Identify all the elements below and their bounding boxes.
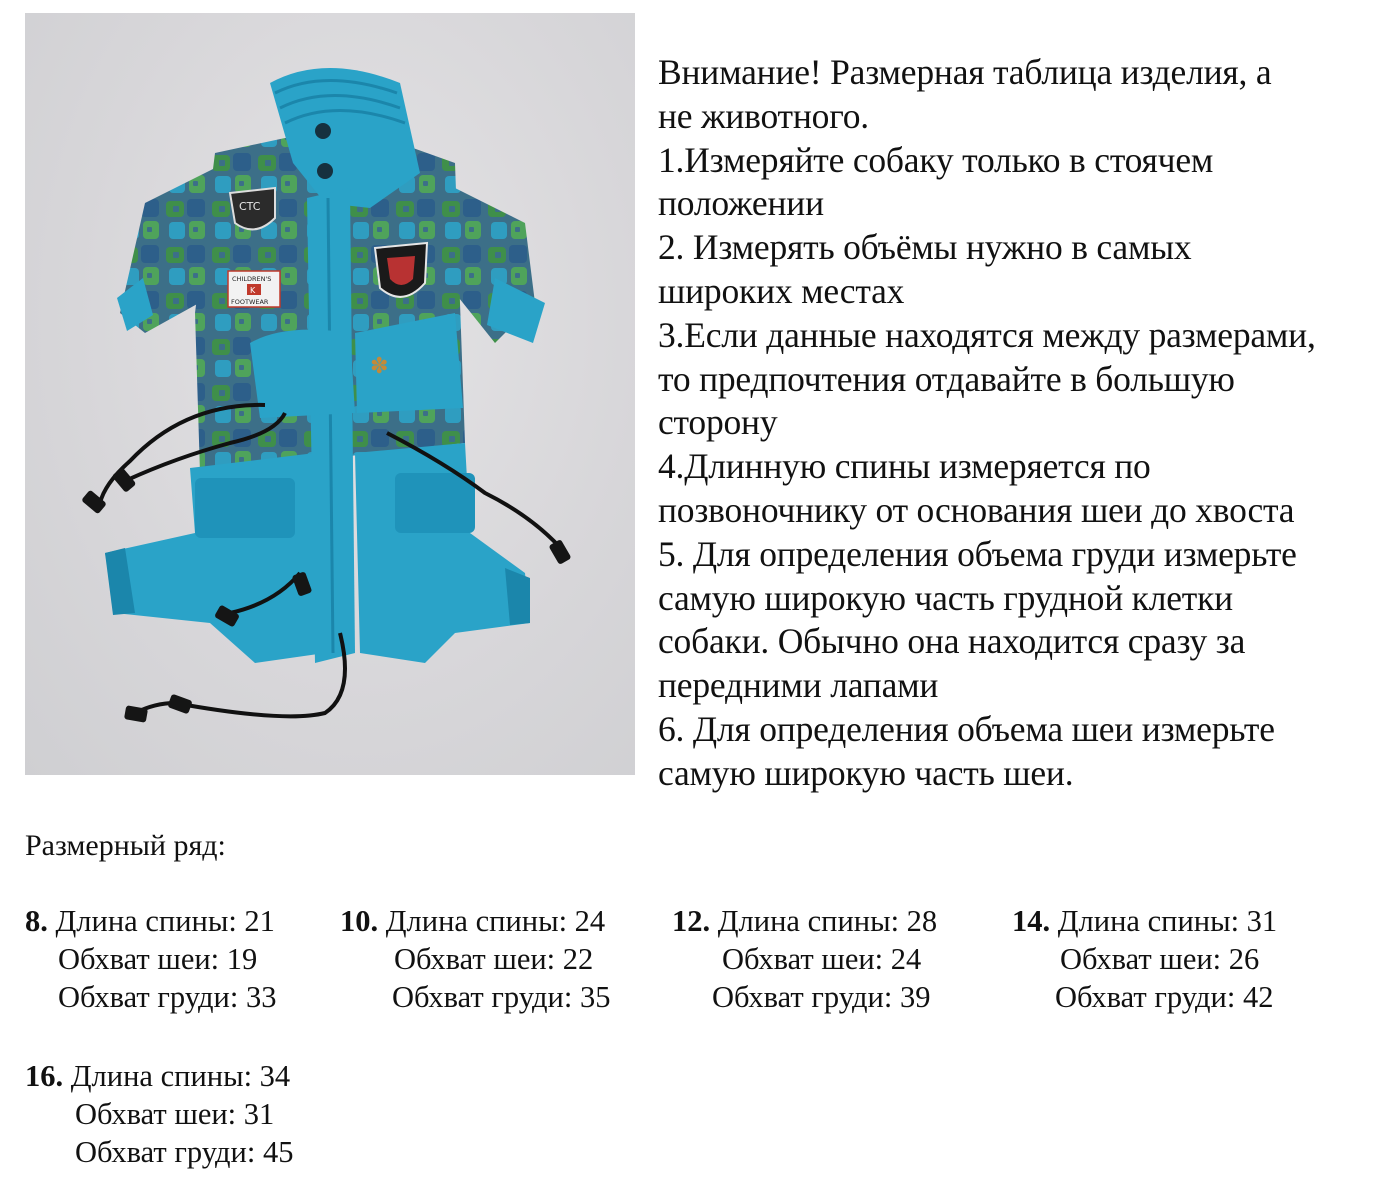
snap-button xyxy=(317,163,333,179)
size-number: 12. xyxy=(672,904,711,938)
size-number: 14. xyxy=(1012,904,1051,938)
instruction-line: самую широкую часть грудной клетки xyxy=(658,577,1233,618)
instruction-line: 4.Длинную спины измеряется по xyxy=(658,446,1151,487)
size-number: 10. xyxy=(340,904,379,938)
instruction-line: Внимание! Размерная таблица изделия, а xyxy=(658,52,1272,92)
instruction-line: 6. Для определения объема шеи измерьте xyxy=(658,708,1275,749)
instruction-line: собаки. Обычно она находится сразу за xyxy=(658,621,1246,662)
chest-girth: Обхват груди: 35 xyxy=(392,980,611,1014)
right-pocket xyxy=(395,473,475,533)
instruction-line: передними лапами xyxy=(658,665,939,706)
size-entry-8 xyxy=(25,902,276,1016)
instruction-line: позвоночнику от основания шеи до хвоста xyxy=(658,489,1295,530)
back-length: Длина спины: 28 xyxy=(717,904,938,938)
product-photo xyxy=(25,13,635,775)
size-number: 16. xyxy=(25,1059,64,1093)
instruction-line: 5. Для определения объема груди измерьте xyxy=(658,533,1297,574)
instruction-line: 2. Измерять объёмы нужно в самых xyxy=(658,227,1192,268)
sizing-instructions xyxy=(658,51,1393,796)
svg-text:K: K xyxy=(250,286,256,295)
instruction-line: положении xyxy=(658,183,824,224)
instruction-line: широких местах xyxy=(658,270,905,311)
svg-text:CHILDREN'S: CHILDREN'S xyxy=(232,275,272,283)
shield-badge-left xyxy=(230,188,275,229)
instruction-line: не животного. xyxy=(658,95,869,136)
neck-girth: Обхват шеи: 26 xyxy=(1060,942,1260,976)
chest-girth: Обхват груди: 33 xyxy=(58,980,277,1014)
shield-badge-right xyxy=(375,243,427,297)
snap-button xyxy=(315,123,331,139)
chest-girth: Обхват груди: 39 xyxy=(712,980,931,1014)
instruction-line: сторону xyxy=(658,402,778,443)
neck-girth: Обхват шеи: 31 xyxy=(75,1097,275,1131)
back-length: Длина спины: 34 xyxy=(70,1059,291,1093)
left-pocket xyxy=(195,478,295,538)
children-footwear-tag xyxy=(228,271,280,307)
size-entry-12 xyxy=(672,902,937,1016)
instruction-line: 1.Измеряйте собаку только в стоячем xyxy=(658,139,1214,180)
neck-girth: Обхват шеи: 22 xyxy=(394,942,594,976)
dog-jumpsuit-illustration xyxy=(25,13,635,775)
chest-girth: Обхват груди: 45 xyxy=(75,1135,294,1169)
svg-text:✽: ✽ xyxy=(370,354,389,379)
neck-girth: Обхват шеи: 24 xyxy=(722,942,922,976)
svg-text:CTC: CTC xyxy=(239,200,261,213)
chest-girth: Обхват груди: 42 xyxy=(1055,980,1274,1014)
back-length: Длина спины: 21 xyxy=(55,904,275,938)
instruction-line: самую широкую часть шеи. xyxy=(658,752,1074,793)
size-entry-16 xyxy=(25,1057,293,1171)
back-length: Длина спины: 31 xyxy=(1057,904,1278,938)
svg-text:FOOTWEAR: FOOTWEAR xyxy=(231,298,269,306)
size-range-heading: Размерный ряд: xyxy=(25,829,226,862)
instruction-line: 3.Если данные находятся между размерами, xyxy=(658,314,1316,355)
instruction-line: то предпочтения отдавайте в большую xyxy=(658,358,1235,399)
size-entry-14 xyxy=(1012,902,1277,1016)
back-length: Длина спины: 24 xyxy=(385,904,606,938)
size-entry-10 xyxy=(340,902,610,1016)
neck-girth: Обхват шеи: 19 xyxy=(58,942,258,976)
size-number: 8. xyxy=(25,904,48,938)
